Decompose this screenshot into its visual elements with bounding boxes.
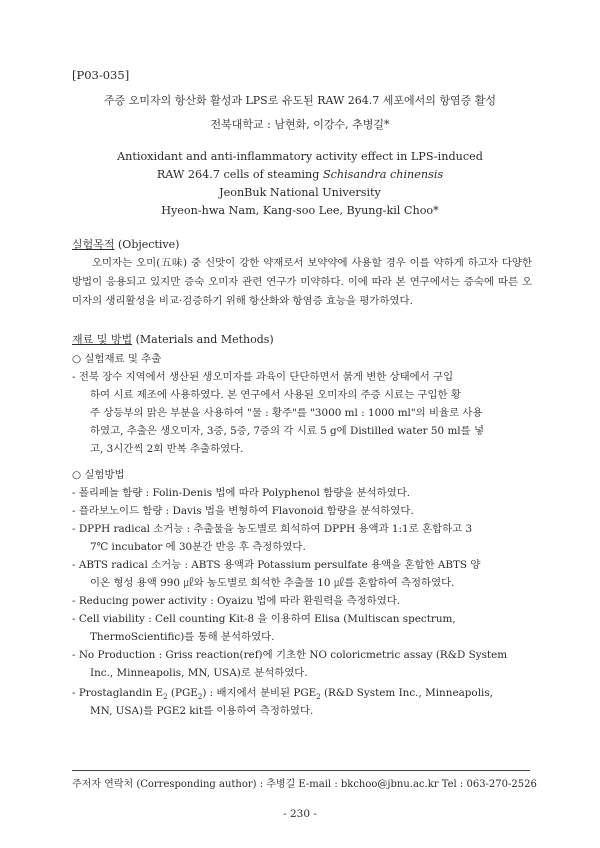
method-item-continued: 7℃ incubator 에 30분간 반응 후 측정하였다. [90,541,306,553]
method-item: - Cell viability : Cell counting Kit-8 을 이용하여 Elisa (Multiscan spectrum, [72,613,456,625]
materials-line: 주 상등부의 맑은 부분을 사용하여 "물 : 황주"를 "3000 ml : 1000 ml"의 비율로 사용 [90,407,483,419]
paper-code: [P03-035] [72,68,130,82]
objective-heading: 실험목적 (Objective) [72,238,180,251]
materials-line: 하였고, 추출은 생오미자, 3증, 5증, 7증의 각 시료 5 g에 Distilled water 50 ml를 넣 [90,425,485,437]
objective-text: 오미자는 오미(五味) 중 신맛이 강한 약재로서 보약약에 사용할 경우 이를 약하게 하고자 다양한 방법이 응용되고 있지만 증숙 오미자 관련 연구가 미약하다. 이에 따라 본 연구에서는 증숙에 따른 오미자의 생리활성을 비교·검증하기 위해 항산화와 항염증 효능을 평가하였다. [72,257,532,307]
method-item-continued: 이온 형성 용액 990 ㎕와 농도별로 희석한 추출물 10 ㎕를 혼합하여 측정하였다. [90,577,455,589]
methods-heading: 재료 및 방법 (Materials and Methods) [72,333,274,346]
materials-line: 고, 3시간씩 2회 반복 추출하였다. [90,443,244,455]
method-item-continued: MN, USA)를 PGE2 kit를 이용하여 측정하였다. [90,705,314,717]
authors-korean: 전북대학교 : 남현화, 이강수, 추병길* [210,118,390,131]
title-english-line2: RAW 264.7 cells of steaming Schisandra chinensis [156,168,444,181]
methods-sub-heading-materials: ○ 실험재료 및 추출 [72,353,162,365]
method-item-continued: Inc., Minneapolis, MN, USA)로 분석하였다. [90,667,308,679]
method-item-continued: ThermoScientific)를 통해 분석하였다. [90,631,275,643]
title-korean: 주증 오미자의 항산화 활성과 LPS로 유도된 RAW 264.7 세포에서의 항염증 활성 [103,94,497,107]
affiliation-english: JeonBuk National University [219,186,381,199]
corresponding-author: 주저자 연락처 (Corresponding author) : 추병길 E-mail : bkchoo@jbnu.ac.kr Tel : 063-270-2526 [72,779,537,790]
method-item: - ABTS radical 소거능 : ABTS 용액과 Potassium persulfate 용액을 혼합한 ABTS 양 [72,559,481,571]
materials-line: 하여 시료 제조에 사용하였다. 본 연구에서 사용된 오미자의 주증 시료는 구입한 황 [90,389,461,401]
method-item: - Reducing power activity : Oyaizu 법에 따라 환원력을 측정하였다. [72,595,401,607]
authors-english: Hyeon-hwa Nam, Kang-soo Lee, Byung-kil Choo* [161,204,439,217]
species-name: Schisandra chinensis [322,168,444,181]
method-item-pge2: - Prostaglandin $E_2$ $(PGE_2)$ : 배지에서 분비된 $PGE_2$ (R&D System Inc., Minneapolis, [72,687,493,702]
method-item: - 플라보노이드 함량 : Davis 법을 변형하여 Flavonoid 함량을 분석하였다. [72,505,414,517]
title-english-line1: Antioxidant and anti-inflammatory activity effect in LPS-induced [117,150,483,163]
page-number: - 230 - [283,808,317,820]
method-item: - No Production : Griss reaction(ref)에 기초한 NO coloricmetric assay (R&D System [72,649,508,661]
footer-divider [72,770,530,771]
materials-line: - 전북 장수 지역에서 생산된 생오미자를 과육이 단단하면서 붉게 변한 상태에서 구입 [72,371,454,383]
method-item: - 폴리페놀 함량 : Folin-Denis 법에 따라 Polyphenol 함량을 분석하였다. [72,487,411,499]
methods-sub-heading-procedure: ○ 실험방법 [72,469,125,481]
method-item: - DPPH radical 소거능 : 추출물을 농도별로 희석하여 DPPH 용액과 1:1로 혼합하고 3 [72,523,473,535]
